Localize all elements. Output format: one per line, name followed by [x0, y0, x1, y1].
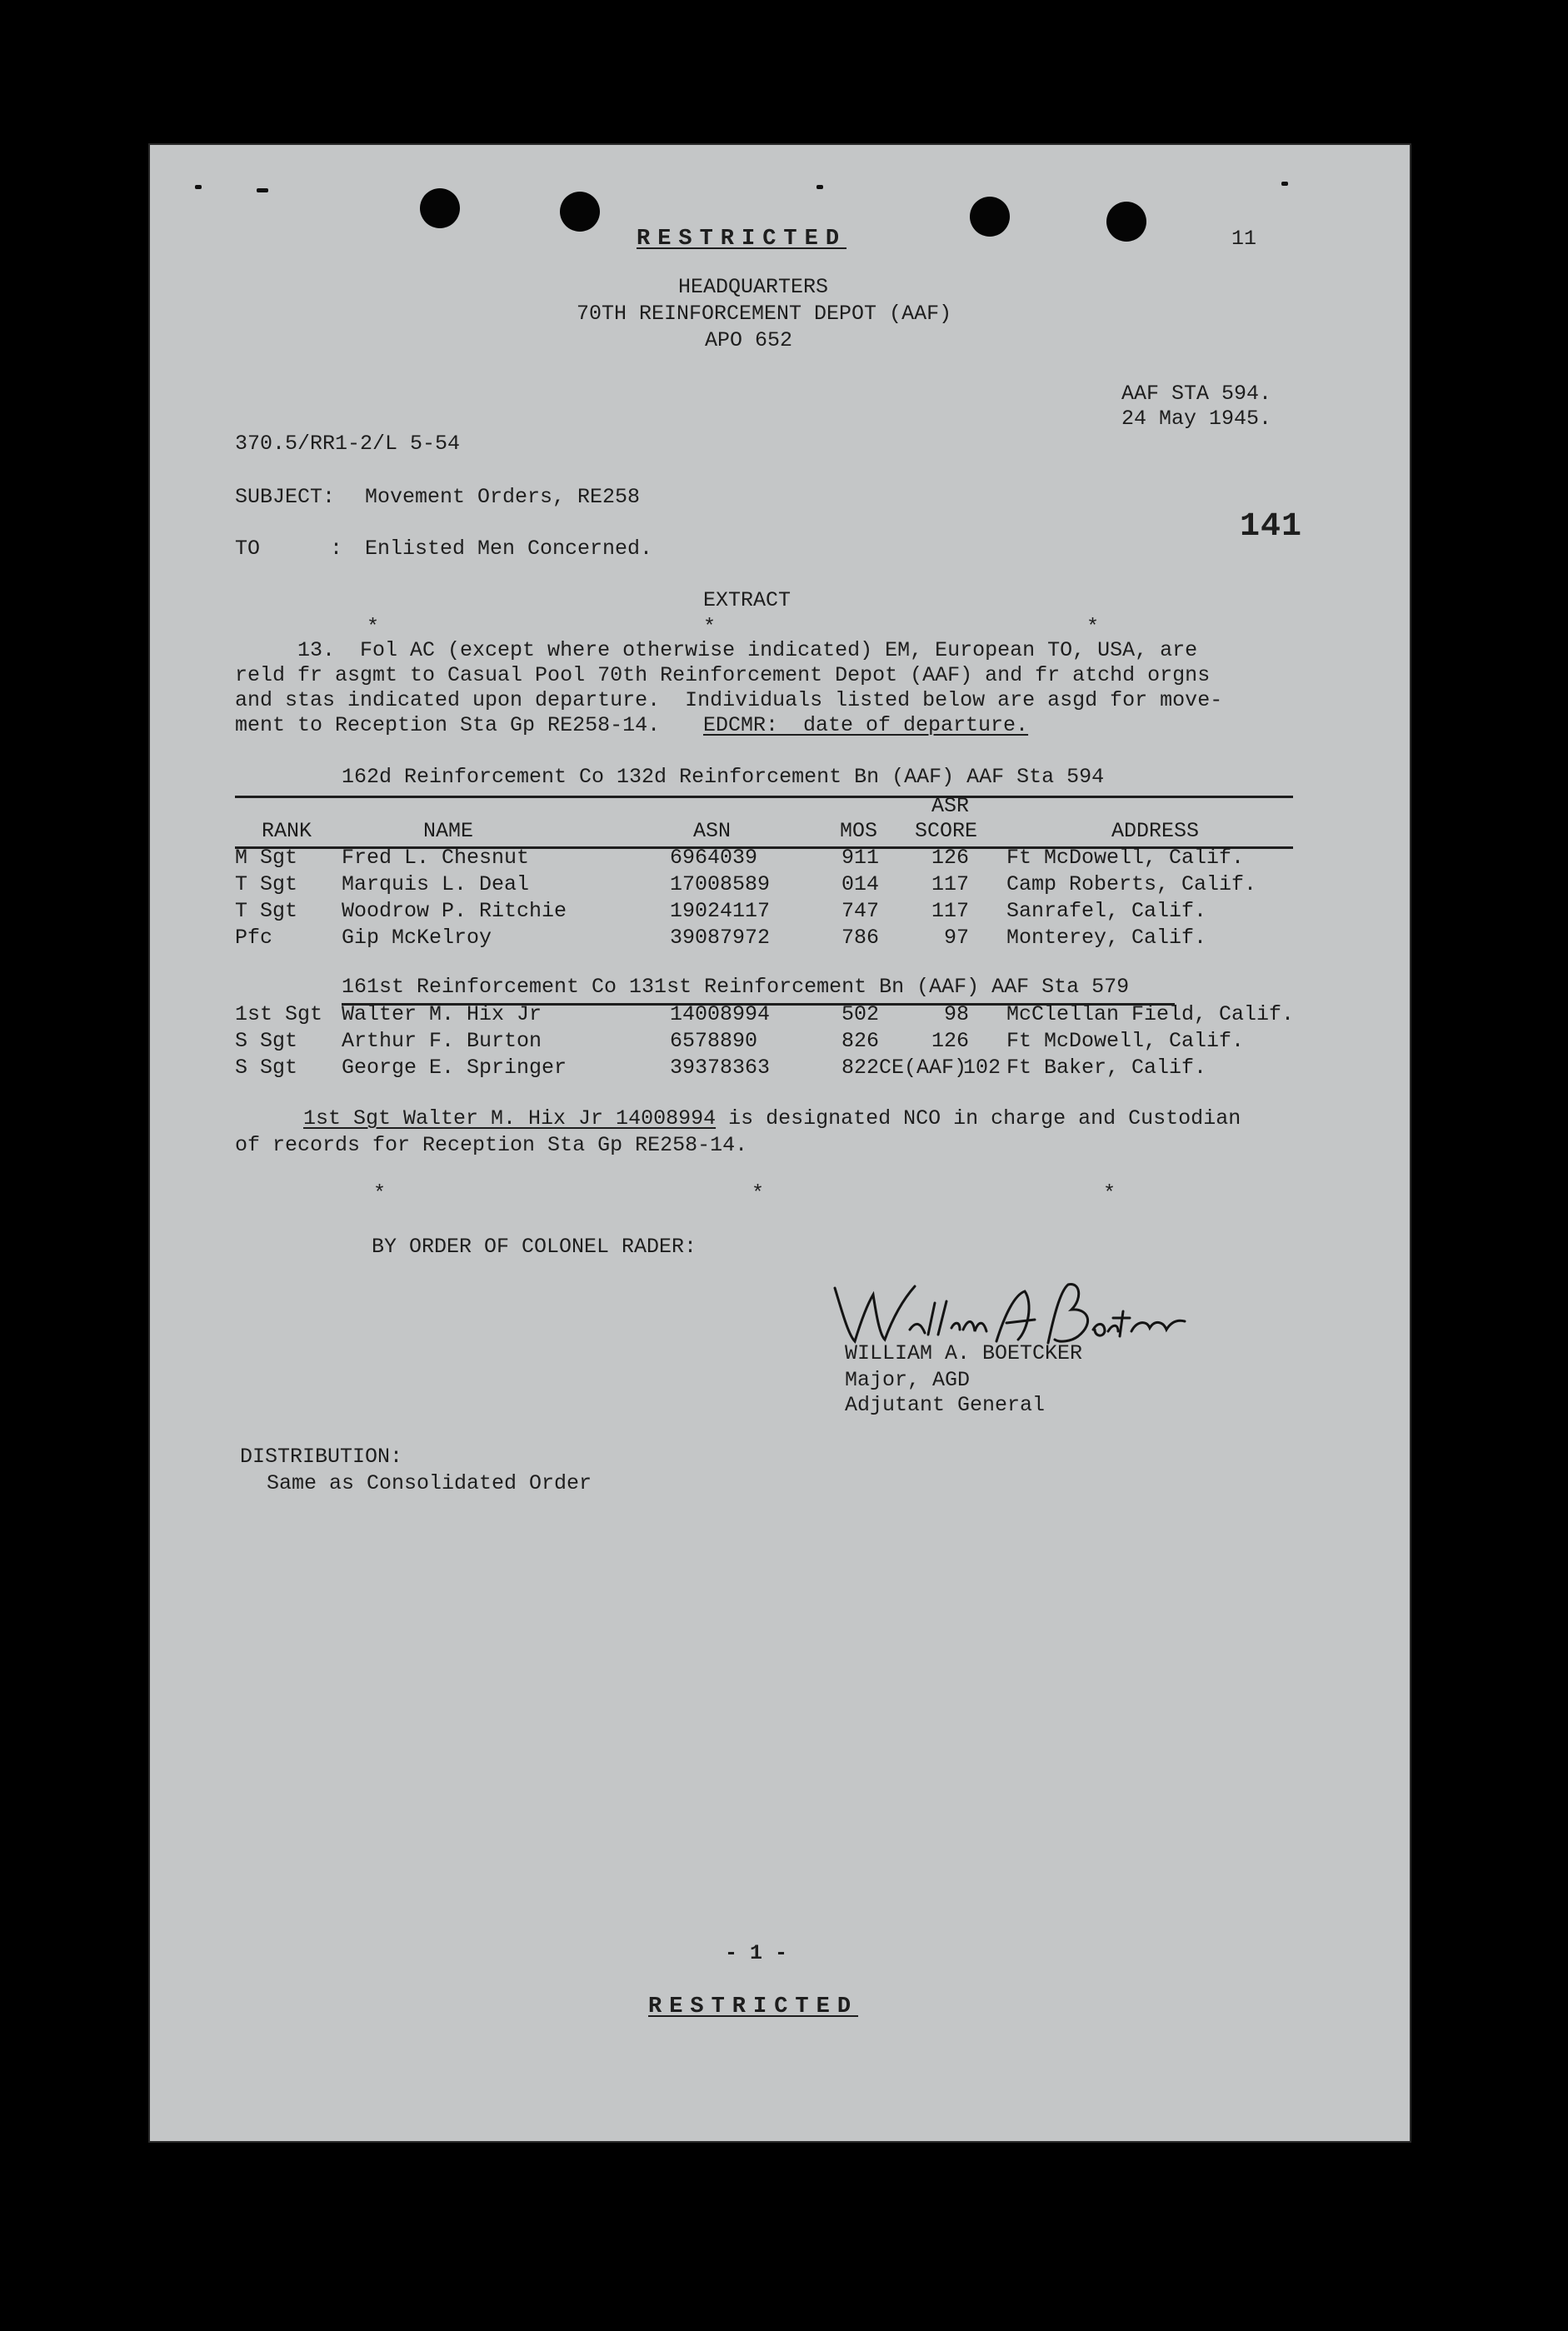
cell-name: Gip McKelroy	[342, 926, 492, 950]
asterisk: *	[367, 615, 380, 639]
stamp-number: 141	[1240, 508, 1303, 546]
group-title: 161st Reinforcement Co 131st Reinforcement Bn (AAF) AAF Sta 579	[342, 975, 1130, 999]
cell-rank: T Sgt	[235, 899, 298, 923]
cell-score: 98	[944, 1002, 970, 1026]
cell-rank: T Sgt	[235, 872, 298, 896]
distribution-value: Same as Consolidated Order	[267, 1471, 592, 1495]
page-number: - 1 -	[725, 1941, 788, 1965]
handwritten-signature	[830, 1270, 1188, 1353]
cell-asn: 39378363	[670, 1056, 771, 1080]
header-asn: ASN	[693, 819, 732, 843]
cell-name: Fred L. Chesnut	[342, 846, 530, 870]
header-name: NAME	[423, 819, 474, 843]
cell-mos: 786	[841, 926, 880, 950]
cell-score: 117	[931, 899, 970, 923]
cell-asn: 19024117	[670, 899, 771, 923]
punch-hole	[970, 197, 1010, 237]
cell-mos: 014	[841, 872, 880, 896]
page-reference: 11	[1231, 227, 1257, 251]
nco-designation: is designated NCO in charge and Custodian	[716, 1106, 1241, 1131]
subject-value: Movement Orders, RE258	[365, 485, 641, 509]
punch-hole	[1106, 202, 1146, 242]
cell-rank: S Sgt	[235, 1029, 298, 1053]
header-address: ADDRESS	[1111, 819, 1200, 843]
cell-asn: 39087972	[670, 926, 771, 950]
hq-line-3: APO 652	[705, 328, 793, 352]
asterisk: *	[703, 615, 717, 639]
asterisk: *	[1086, 615, 1100, 639]
to-label: TO	[235, 537, 261, 561]
to-value: Enlisted Men Concerned.	[365, 537, 653, 561]
edcmr-note: EDCMR: date of departure.	[703, 713, 1029, 737]
cell-name: Marquis L. Deal	[342, 872, 530, 896]
asterisk: *	[752, 1181, 765, 1205]
punch-hole	[560, 192, 600, 232]
distribution-label: DISTRIBUTION:	[240, 1445, 403, 1469]
cell-score: 117	[931, 872, 970, 896]
punch-hole	[420, 188, 460, 228]
header-asr-top: ASR	[931, 794, 970, 818]
by-order: BY ORDER OF COLONEL RADER:	[372, 1235, 697, 1259]
cell-rank: M Sgt	[235, 846, 298, 870]
station: AAF STA 594.	[1121, 382, 1272, 406]
cell-asn: 6578890	[670, 1029, 758, 1053]
extract-title: EXTRACT	[703, 588, 791, 612]
subject-label: SUBJECT:	[235, 485, 336, 509]
cell-asn: 6964039	[670, 846, 758, 870]
document-page	[148, 143, 1411, 2143]
header-score: SCORE	[915, 819, 978, 843]
paper-speck	[195, 185, 202, 189]
cell-score: 97	[944, 926, 970, 950]
cell-mos: 822CE(AAF)	[841, 1056, 967, 1080]
group-title: 162d Reinforcement Co 132d Reinforcement Bn (AAF) AAF Sta 594	[342, 765, 1105, 789]
signer-name: WILLIAM A. BOETCKER	[845, 1341, 1083, 1365]
file-reference: 370.5/RR1-2/L 5-54	[235, 432, 461, 456]
paper-speck	[257, 188, 268, 192]
asterisk: *	[373, 1181, 387, 1205]
cell-address: Ft Baker, Calif.	[1006, 1056, 1207, 1080]
cell-mos: 747	[841, 899, 880, 923]
nco-designee: 1st Sgt Walter M. Hix Jr 14008994	[303, 1106, 717, 1131]
cell-name: George E. Springer	[342, 1056, 567, 1080]
divider	[235, 796, 1293, 798]
cell-address: Camp Roberts, Calif.	[1006, 872, 1257, 896]
cell-name: Arthur F. Burton	[342, 1029, 542, 1053]
nco-line-2: of records for Reception Sta Gp RE258-14.	[235, 1133, 748, 1157]
signer-rank: Major, AGD	[845, 1368, 971, 1392]
cell-address: Monterey, Calif.	[1006, 926, 1207, 950]
classification-bottom: RESTRICTED	[648, 1994, 859, 2019]
signer-title: Adjutant General	[845, 1393, 1046, 1417]
cell-score: 126	[931, 846, 970, 870]
cell-rank: 1st Sgt	[235, 1002, 323, 1026]
paragraph-line: reld fr asgmt to Casual Pool 70th Reinforcement Depot (AAF) and fr atchd orgns	[235, 663, 1211, 687]
cell-rank: Pfc	[235, 926, 273, 950]
cell-name: Walter M. Hix Jr	[342, 1002, 542, 1026]
to-colon: :	[330, 537, 343, 561]
hq-line-1: HEADQUARTERS	[678, 275, 829, 299]
header-rank: RANK	[262, 819, 312, 843]
paper-speck	[816, 185, 823, 189]
cell-asn: 17008589	[670, 872, 771, 896]
paper-speck	[1281, 182, 1288, 186]
cell-address: Sanrafel, Calif.	[1006, 899, 1207, 923]
header-mos: MOS	[840, 819, 878, 843]
cell-asn: 14008994	[670, 1002, 771, 1026]
paragraph-line: and stas indicated upon departure. Individuals listed below are asgd for move-	[235, 688, 1223, 712]
cell-name: Woodrow P. Ritchie	[342, 899, 567, 923]
cell-address: Ft McDowell, Calif.	[1006, 846, 1245, 870]
hq-line-2: 70TH REINFORCEMENT DEPOT (AAF)	[577, 302, 952, 326]
cell-score: 102	[963, 1056, 1001, 1080]
cell-score: 126	[931, 1029, 970, 1053]
cell-rank: S Sgt	[235, 1056, 298, 1080]
nco-line-1	[303, 1106, 1241, 1131]
cell-address: McClellan Field, Calif.	[1006, 1002, 1295, 1026]
classification-top: RESTRICTED	[637, 227, 847, 252]
order-date: 24 May 1945.	[1121, 407, 1272, 431]
paragraph-line: 13. Fol AC (except where otherwise indicated) EM, European TO, USA, are	[235, 638, 1198, 662]
cell-address: Ft McDowell, Calif.	[1006, 1029, 1245, 1053]
cell-mos: 502	[841, 1002, 880, 1026]
asterisk: *	[1103, 1181, 1116, 1205]
cell-mos: 911	[841, 846, 880, 870]
cell-mos: 826	[841, 1029, 880, 1053]
paragraph-line: ment to Reception Sta Gp RE258-14.	[235, 713, 661, 737]
